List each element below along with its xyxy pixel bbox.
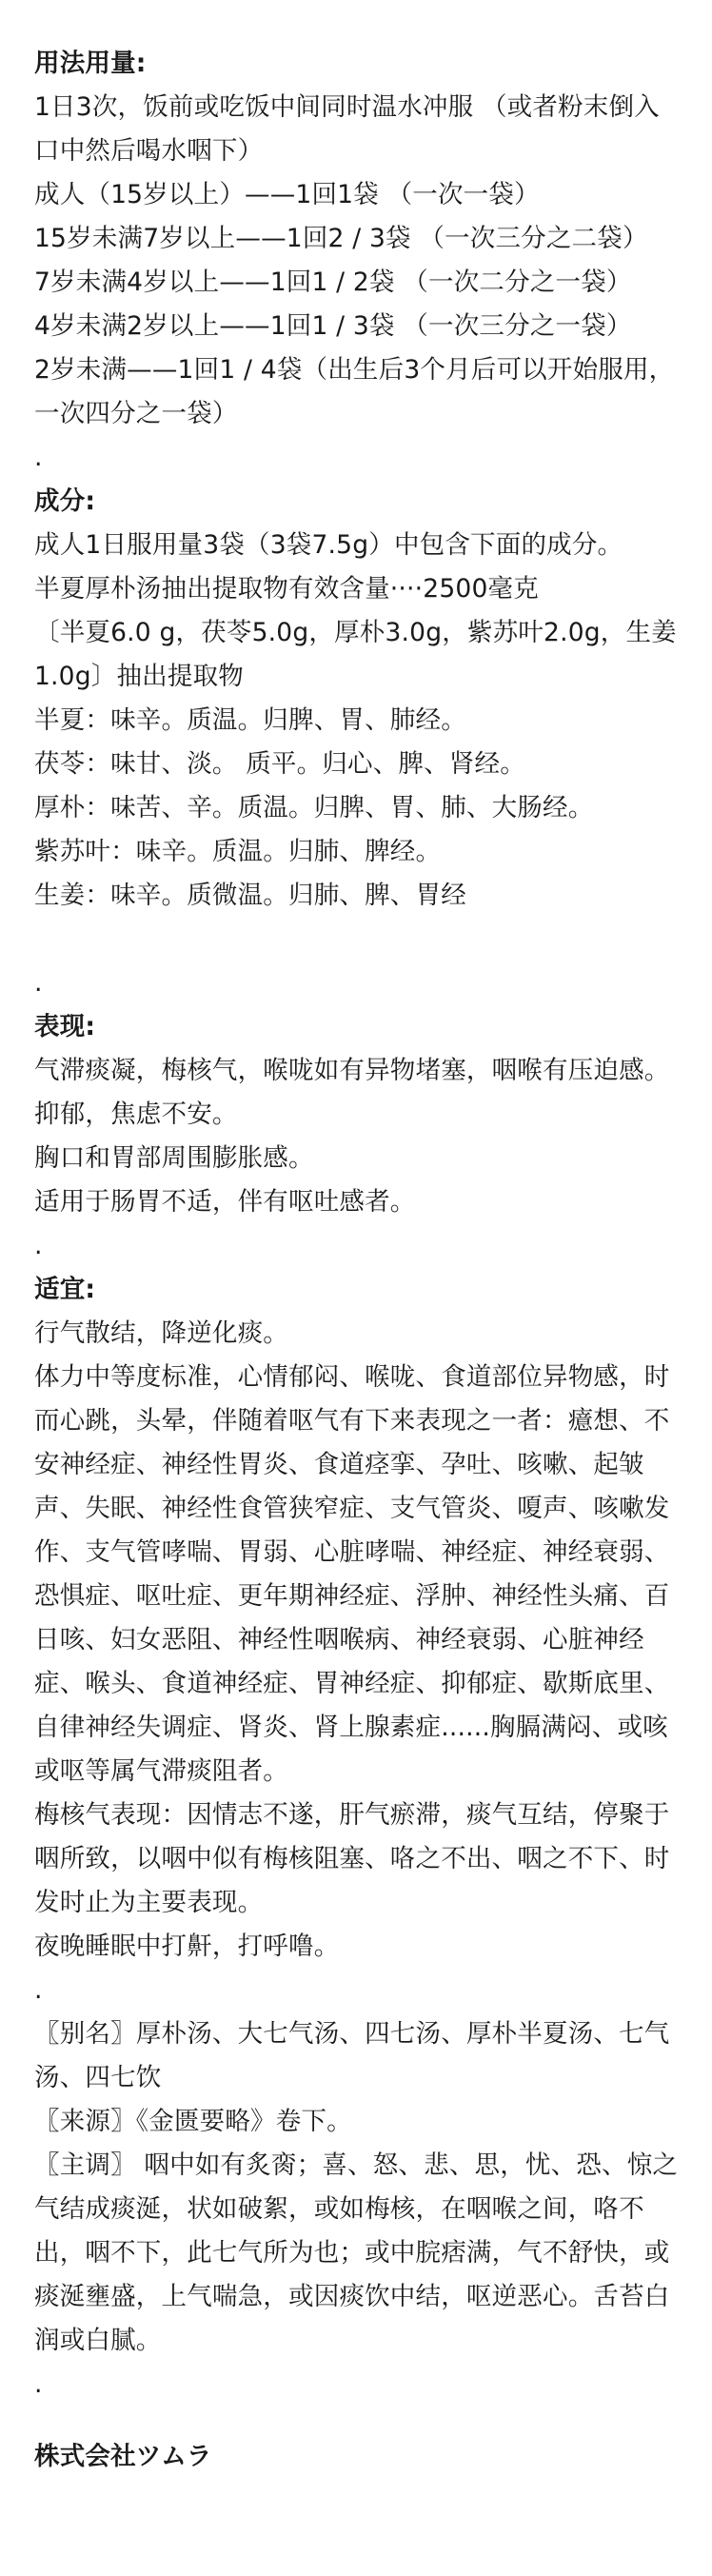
symptoms-line: 抑郁，焦虑不安。 — [34, 1100, 238, 1129]
indications-line: 体力中等度标准，心情郁闷、喉咙、食道部位异物感，时而心跳，头晕，伴随着呕气有下来表现之一者：癔想、不安神经症、神经性胃炎、食道痉挛、孕吐、咳嗽、起皱声、失眠、神经性食管狭窄症、支气管炎、嗄声、咳嗽发作、支气管哮喘、胃弱、心脏哮喘、神经症、神经衰弱、恐惧症、呕吐症、更年期神经症、浮肿、神经性头痛、百日咳、妇女恶阻、神经性咽喉病、神经衰弱、心脏神经症、喉头、食道神经症、胃神经症、抑郁症、歇斯底里、自律神经失调症、肾炎、肾上腺素症......胸膈满闷、或咳或呕等属气滞痰阻者。 — [34, 1362, 670, 1786]
separator-dot: . — [34, 443, 43, 472]
indications-line: 夜晚睡眠中打鼾，打呼噜。 — [34, 1932, 340, 1961]
symptoms-line: 胸口和胃部周围膨胀感。 — [34, 1143, 314, 1173]
usage-section — [34, 42, 683, 480]
ingredients-line: 半夏厚朴汤抽出提取物有效含量····2500毫克 — [34, 574, 539, 604]
separator-dot: . — [34, 968, 43, 998]
ingredients-line: 半夏：味辛。质温。归脾、胃、肺经。 — [34, 705, 466, 735]
separator-dot: . — [34, 1231, 43, 1260]
usage-line: 15岁未满7岁以上——1回2 / 3袋 （一次三分之二袋） — [34, 224, 648, 253]
indications-line: 梅核气表现：因情志不遂，肝气瘀滞，痰气互结，停聚于咽所致，以咽中似有梅核阻塞、咯之不出、咽之不下、时发时止为主要表现。 — [34, 1800, 670, 1917]
ingredients-line: 生姜：味辛。质微温。归肺、脾、胃经 — [34, 881, 466, 910]
separator-dot: . — [34, 2369, 43, 2399]
usage-line: 4岁未满2岁以上——1回1 / 3袋 （一次三分之一袋） — [34, 311, 632, 341]
usage-line: 2岁未满——1回1 / 4袋（出生后3个月后可以开始服用，一次四分之一袋） — [34, 355, 675, 428]
ingredients-line: 成人1日服用量3袋（3袋7.5g）中包含下面的成分。 — [34, 530, 623, 560]
indications-section — [34, 1268, 683, 2012]
ingredients-heading: 成分: — [34, 486, 96, 516]
ingredients-line: 紫苏叶：味辛。质温。归肺、脾经。 — [34, 837, 442, 866]
ingredients-line: 〔半夏6.0 g，茯苓5.0g，厚朴3.0g，紫苏叶2.0g，生姜1.0g〕抽出提取物 — [34, 618, 677, 691]
symptoms-section — [34, 1005, 683, 1268]
blank-gap — [34, 918, 683, 961]
symptoms-line: 适用于肠胃不适，伴有呕吐感者。 — [34, 1187, 416, 1217]
symptoms-heading: 表现: — [34, 1012, 96, 1041]
source-line: 〖来源〗《金匮要略》卷下。 — [34, 2107, 352, 2136]
company-name: 株式会社ツムラ — [34, 2442, 212, 2471]
notes-section — [34, 2012, 683, 2407]
usage-line: 7岁未满4岁以上——1回1 / 2袋 （一次二分之一袋） — [34, 268, 632, 297]
ingredients-line: 茯苓：味甘、淡。 质平。归心、脾、肾经。 — [34, 749, 525, 779]
main-treatment-line: 〖主调〗 咽中如有炙脔；喜、怒、悲、思，忧、恐、惊之气结成痰涎，状如破絮，或如梅核，在咽喉之间，咯不出，咽不下，此七气所为也；或中脘痞满，气不舒快，或痰涎壅盛，上气喘急，或因痰饮中结，呕逆恶心。舌苔白润或白腻。 — [34, 2150, 679, 2355]
ingredients-line: 厚朴：味苦、辛。质温。归脾、胃、肺、大肠经。 — [34, 793, 594, 822]
usage-heading: 用法用量: — [34, 49, 147, 78]
usage-line: 1日3次，饭前或吃饭中间同时温水冲服 （或者粉末倒入口中然后喝水咽下） — [34, 92, 660, 166]
usage-line: 成人（15岁以上）——1回1袋 （一次一袋） — [34, 180, 540, 209]
ingredients-section — [34, 480, 683, 1005]
indications-heading: 适宜: — [34, 1275, 96, 1304]
separator-dot: . — [34, 1975, 43, 2005]
indications-line: 行气散结，降逆化痰。 — [34, 1318, 288, 1348]
alias-line: 〖别名〗厚朴汤、大七气汤、四七汤、厚朴半夏汤、七气汤、四七饮 — [34, 2019, 670, 2092]
symptoms-line: 气滞痰凝，梅核气，喉咙如有异物堵塞，咽喉有压迫感。 — [34, 1056, 670, 1085]
